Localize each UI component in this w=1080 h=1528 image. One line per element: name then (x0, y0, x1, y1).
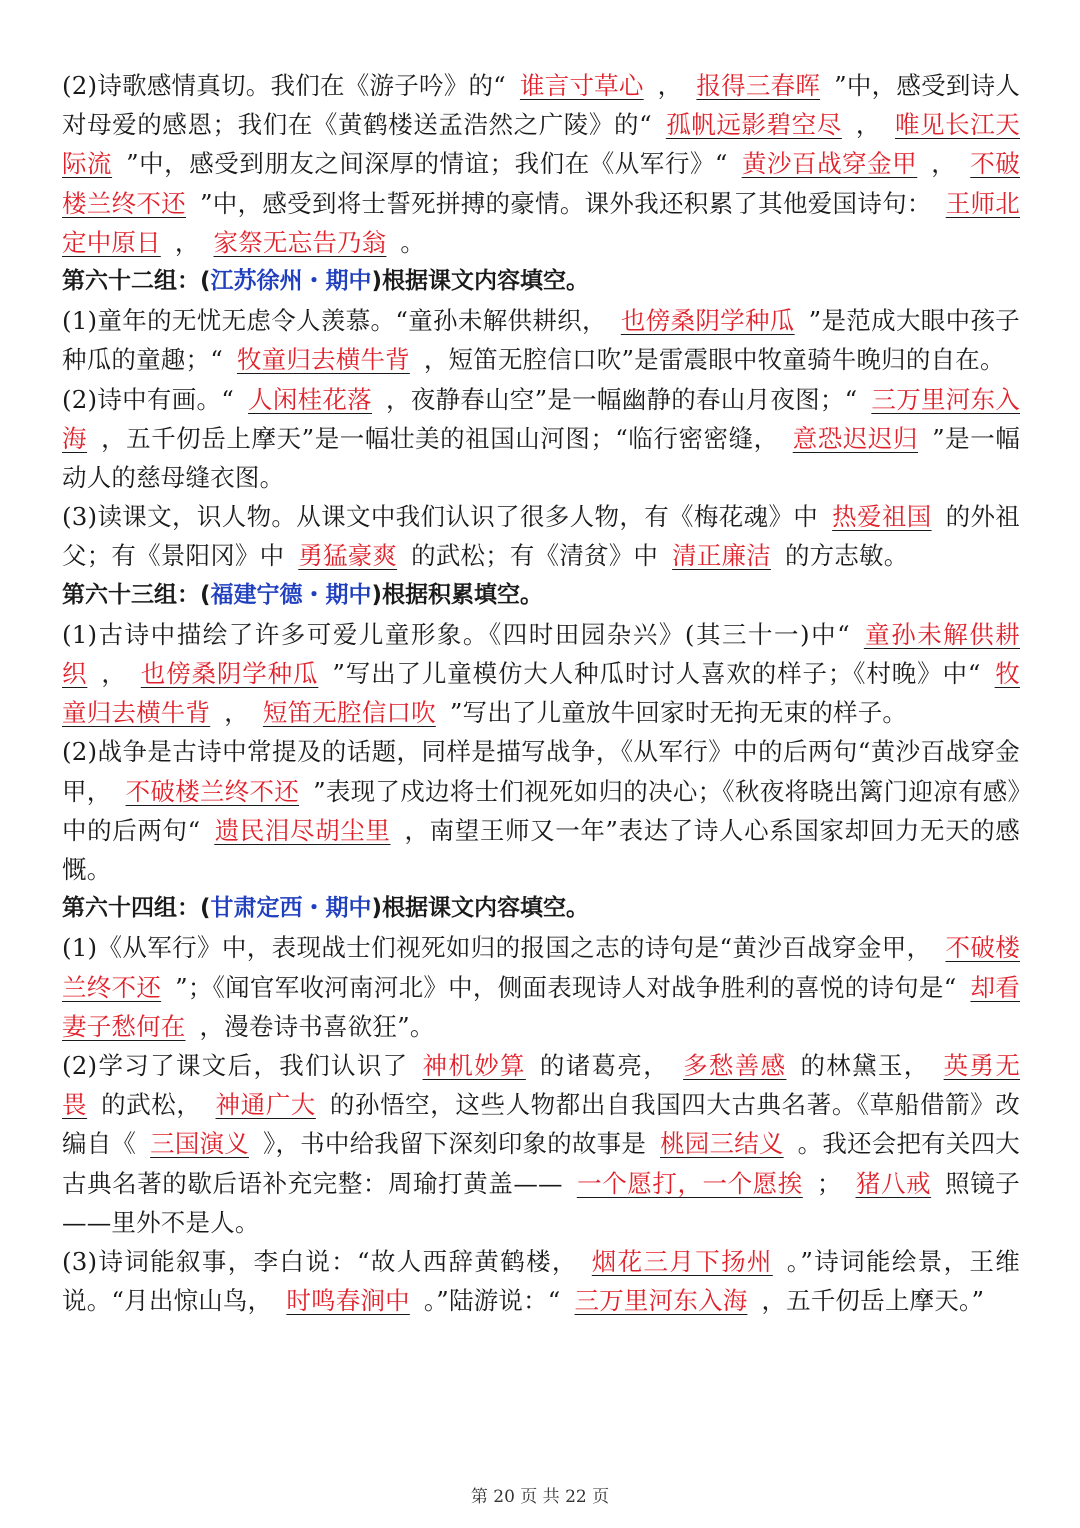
answer-blank: 不破楼兰终不还 (125, 776, 300, 806)
answer-blank: 不破楼兰终不还 (62, 149, 1020, 218)
question-text: (1)古诗中描绘了许多可爱儿童形象。《四时田园杂兴》(其三十一)中“ (62, 619, 850, 649)
question-text: (3)读课文，识人物。从课文中我们认识了很多人物，有《梅花魂》中 (62, 502, 819, 532)
answer-blank: 三万里河东入海 (574, 1286, 748, 1316)
heading-instruction: )根据课文内容填空。 (371, 895, 590, 922)
question-text: ”；《闻官军收河南河北》中，侧面表现诗人对战争胜利的喜悦的诗句是“ (175, 972, 957, 1002)
group-heading (62, 889, 1020, 928)
question-paragraph (62, 66, 1020, 262)
answer-blank: 三国演义 (150, 1129, 249, 1159)
answer-blank: 孤帆远影碧空尽 (665, 110, 842, 140)
answer-blank: 热爱祖国 (832, 502, 932, 532)
question-paragraph (62, 615, 1020, 733)
heading-label: 第六十三组：( (62, 581, 211, 608)
answer-blank: 多愁善感 (683, 1051, 787, 1081)
question-text: ； (816, 1168, 842, 1198)
question-text: 。 (400, 227, 426, 257)
answer-blank: 也傍桑阴学种瓜 (140, 659, 319, 689)
question-paragraph (62, 732, 1020, 889)
question-text: ，五千仞岳上摩天”是一幅壮美的祖国山河图；“临行密密缝， (101, 423, 779, 453)
question-text: 的武松， (101, 1090, 202, 1120)
answer-blank: 烟花三月下扬州 (591, 1247, 773, 1277)
answer-blank: 黄沙百战穿金甲 (741, 149, 918, 179)
question-text: (1)《从军行》中，表现战士们视死如归的报国之志的诗句是“黄沙百战穿金甲， (62, 933, 932, 963)
answer-blank: 短笛无腔信口吹 (262, 698, 436, 728)
answer-blank: 英勇无畏 (62, 1051, 1021, 1120)
question-text: ，短笛无腔信口吹”是雷震眼中牧童骑牛晚归的自在。 (423, 345, 1005, 375)
heading-label: 第六十二组：( (62, 268, 211, 295)
answer-blank: 童孙未解供耕织 (62, 619, 1020, 689)
question-paragraph (62, 497, 1020, 575)
answer-blank: 报得三春晖 (696, 71, 821, 100)
question-text: ， (657, 71, 683, 100)
answer-blank: 谁言寸草心 (519, 71, 644, 100)
answer-blank: 却看妻子愁何在 (62, 972, 1020, 1041)
question-text: (2)诗中有画。“ (62, 384, 234, 414)
question-text: ，五千仞岳上摩天。” (761, 1286, 985, 1316)
answer-blank: 猪八戒 (855, 1168, 932, 1198)
question-text: (1)童年的无忧无虑令人羡慕。“童孙未解供耕织， (62, 306, 607, 336)
question-text: ， (224, 698, 249, 728)
question-text: ， (174, 227, 200, 257)
question-text: ”中，感受到朋友之间深厚的情谊；我们在《从军行》“ (126, 149, 728, 179)
answer-blank: 牧童归去横牛背 (236, 345, 410, 375)
question-text: ，南望王师又一年”表达了诗人心系国家却回力无天的感慨。 (62, 815, 1020, 885)
question-text: ”是一幅动人的慈母缝衣图。 (62, 423, 1021, 493)
question-text: (2)诗歌感情真切。我们在《游子吟》的“ (62, 71, 506, 100)
question-text: 的外祖父；有《景阳冈》中 (62, 502, 1020, 571)
question-text: ，漫卷诗书喜欲狂”。 (199, 1011, 435, 1041)
answer-blank: 遗民泪尽胡尘里 (214, 815, 391, 845)
answer-blank: 桃园三结义 (660, 1129, 784, 1159)
answer-blank: 时鸣春涧中 (286, 1286, 410, 1316)
question-text: ”中，感受到诗人对母爱的感恩；我们在《黄鹤楼送孟浩然之广陵》的“ (62, 71, 1021, 140)
question-text: 。我还会把有关四大古典名著的歇后语补充完整：周瑜打黄盖—— (62, 1129, 1020, 1198)
answer-blank: 王师北定中原日 (62, 188, 1021, 257)
question-paragraph (62, 301, 1020, 379)
heading-label: 第六十四组：( (62, 895, 211, 922)
page-footer: 第 20 页 共 22 页 (470, 1487, 610, 1507)
question-text: ， (855, 110, 881, 140)
group-heading (62, 262, 1020, 301)
question-paragraph (62, 380, 1020, 498)
question-text: ”中，感受到将士誓死拼搏的豪情。课外我还积累了其他爱国诗句： (199, 188, 932, 218)
question-text: ”表现了戍边将士们视死如归的决心；《秋夜将晓出篱门迎凉有感》中的后两句“ (62, 776, 1020, 845)
question-text: ”是范成大眼中孩子种瓜的童趣；“ (62, 306, 1020, 375)
question-text: 照镜子——里外不是人。 (62, 1168, 1020, 1237)
answer-blank: 也傍桑阴学种瓜 (620, 306, 795, 336)
answer-blank: 勇猛豪爽 (298, 541, 398, 571)
question-text: 的林黛玉， (800, 1051, 930, 1081)
heading-region: 江苏徐州・期中 (210, 268, 372, 295)
answer-blank: 三万里河东入海 (62, 384, 1020, 453)
answer-blank: 一个愿打，一个愿挨 (576, 1168, 803, 1198)
question-text: ”写出了儿童放牛回家时无拘无束的样子。 (449, 698, 908, 728)
answer-blank: 清正廉洁 (672, 541, 771, 571)
heading-instruction: )根据积累填空。 (371, 581, 544, 608)
answer-blank: 不破楼兰终不还 (62, 933, 1020, 1002)
question-text: (2)学习了课文后，我们认识了 (62, 1051, 409, 1081)
heading-region: 甘肃定西・期中 (210, 895, 372, 922)
answer-blank: 人闲桂花落 (247, 384, 372, 414)
question-paragraph (62, 1046, 1020, 1242)
group-heading (62, 576, 1020, 615)
answer-blank: 神机妙算 (422, 1051, 526, 1081)
question-text: 的诸葛亮， (539, 1051, 670, 1081)
question-text: 的武松；有《清贫》中 (411, 541, 659, 571)
question-text: 。”陆游说：“ (423, 1286, 561, 1316)
question-text: 。”诗词能绘景，王维说。“月出惊山鸟， (62, 1247, 1020, 1316)
question-text: ， (931, 149, 957, 179)
answer-blank: 神通广大 (215, 1090, 316, 1120)
heading-instruction: )根据课文内容填空。 (371, 268, 590, 295)
question-text: ”写出了儿童模仿大人种瓜时讨人喜欢的样子；《村晚》中“ (332, 659, 981, 689)
question-text: ， (101, 659, 127, 689)
question-text: 》，书中给我留下深刻印象的故事是 (262, 1129, 647, 1159)
answer-blank: 牧童归去横牛背 (62, 659, 1020, 728)
question-text: ，夜静春山空”是一幅幽静的春山月夜图；“ (385, 384, 858, 414)
page-content (62, 66, 1020, 1321)
question-text: 的方志敏。 (784, 541, 909, 571)
answer-blank: 家祭无忘告乃翁 (213, 227, 387, 257)
heading-region: 福建宁德・期中 (210, 581, 372, 608)
question-text: 的孙悟空，这些人物都出自我国四大古典名著。《草船借箭》改编自《 (62, 1090, 1020, 1159)
question-text: (3)诗词能叙事，李白说：“故人西辞黄鹤楼， (62, 1247, 578, 1277)
question-paragraph (62, 1242, 1020, 1320)
question-paragraph (62, 928, 1020, 1046)
answer-blank: 意恐迟迟归 (792, 423, 919, 453)
answer-blank: 唯见长江天际流 (62, 110, 1020, 179)
question-text: (2)战争是古诗中常提及的话题，同样是描写战争，《从军行》中的后两句“黄沙百战穿金甲， (62, 737, 1020, 806)
